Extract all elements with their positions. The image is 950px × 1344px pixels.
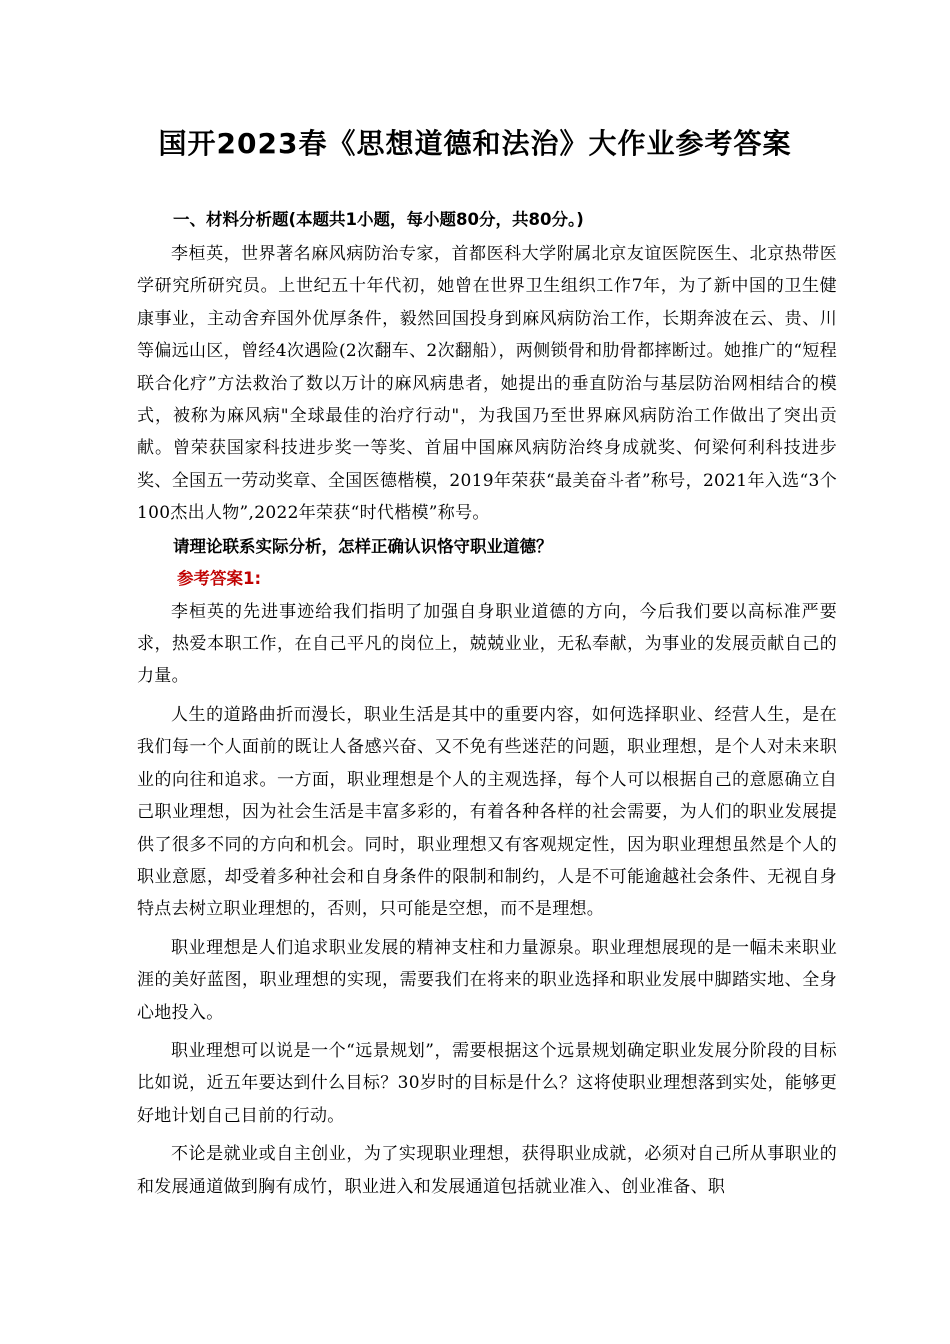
answer-paragraph: 李桓英的先进事迹给我们指明了加强自身职业道德的方向，今后我们要以高标准严要求，热爱本职工作，在自己平凡的岗位上，兢兢业业，无私奉献，为事业的发展贡献自己的力量。 <box>137 601 837 687</box>
answer-paragraph: 职业理想可以说是一个“远景规划”，需要根据这个远景规划确定职业发展分阶段的目标比如说，近五年要达到什么目标？30岁时的目标是什么？这将使职业理想落到实处，能够更好地计划自己目前的行动。 <box>137 1040 837 1126</box>
document-title: 国开2023春《思想道德和法治》大作业参考答案 <box>158 127 792 160</box>
document-body <box>137 206 837 1203</box>
answer-label: 参考答案1: <box>177 568 262 588</box>
question-text: 请理论联系实际分析，怎样正确认识恪守职业道德？ <box>173 536 553 556</box>
answer-paragraph: 不论是就业或自主创业，为了实现职业理想，获得职业成就，必须对自己所从事职业的和发展通道做到胸有成竹，职业进入和发展通道包括就业准入、创业准备、职 <box>137 1144 837 1197</box>
answer-paragraph: 人生的道路曲折而漫长，职业生活是其中的重要内容，如何选择职业、经营人生，是在我们每一个人面前的既让人备感兴奋、又不免有些迷茫的问题，职业理想，是个人对未来职业的向往和追求。一方面，职业理想是个人的主观选择，每个人可以根据自己的意愿确立自己职业理想，因为社会生活是丰富多彩的，有着各种各样的社会需要，为人们的职业发展提供了很多不同的方向和机会。同时，职业理想又有客观规定性，因为职业理想虽然是个人的职业意愿，却受着多种社会和自身条件的限制和制约，人是不可能逾越社会条件、无视自身特点去树立职业理想的，否则，只可能是空想，而不是理想。 <box>137 704 837 920</box>
section-heading: 一、材料分析题(本题共1小题，每小题80分，共80分。) <box>173 210 584 229</box>
answer-paragraph: 职业理想是人们追求职业发展的精神支柱和力量源泉。职业理想展现的是一幅未来职业涯的美好蓝图，职业理想的实现，需要我们在将来的职业选择和职业发展中脚踏实地、全身心地投入。 <box>137 937 837 1023</box>
material-paragraph: 李桓英，世界著名麻风病防治专家，首都医科大学附属北京友谊医院医生、北京热带医学研究所研究员。上世纪五十年代初，她曾在世界卫生组织工作7年，为了新中国的卫生健康事业，主动舍弃国外优厚条件，毅然回国投身到麻风病防治工作，长期奔波在云、贵、川等偏远山区，曾经4次遇险(2次翻车、2次翻船），两侧锁骨和肋骨都摔断过。她推广的“短程联合化疗”方法救治了数以万计的麻风病患者，她提出的垂直防治与基层防治网相结合的模式，被称为麻风病"全球最佳的治疗行动"，为我国乃至世界麻风病防治工作做出了突出贡献。曾荣获国家科技进步奖一等奖、首届中国麻风病防治终身成就奖、何梁何利科技进步奖、全国五一劳动奖章、全国医德楷模，2019年荣获“最美奋斗者”称号，2021年入选“3个100杰出人物”,2022年荣获“时代楷模”称号。 <box>137 244 837 524</box>
